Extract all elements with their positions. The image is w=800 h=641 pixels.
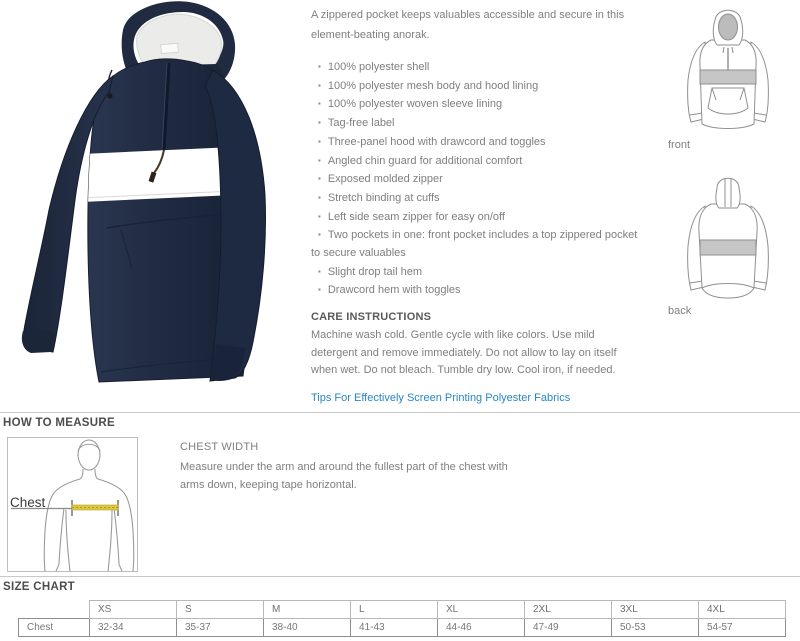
chest-value-cell: 41-43 [351, 619, 438, 637]
section-divider [0, 412, 800, 413]
size-chart-table [18, 600, 786, 637]
care-instructions-text: Machine wash cold. Gentle cycle with like colors. Use mild detergent and remove immediately. Do not allow to lay on itself when wet. Do not bleach. Tumble dry low. Cool iron, if needed. [311, 328, 617, 377]
feature-item: ▪ Two pockets in one: front pocket includes a top zippered pocket to secure valuables [311, 226, 639, 262]
size-chart-heading: SIZE CHART [3, 581, 75, 593]
feature-list [311, 58, 639, 300]
bullet-icon: ▪ [318, 174, 321, 184]
size-column-header: L [351, 601, 438, 619]
back-hood [716, 178, 740, 208]
front-view-drawing [682, 4, 774, 138]
size-header-row [19, 601, 786, 619]
neck-tag [161, 43, 179, 53]
bullet-icon: ▪ [318, 285, 321, 295]
product-description [311, 5, 639, 408]
bullet-icon: ▪ [318, 136, 321, 146]
section-divider [0, 576, 800, 577]
bullet-icon: ▪ [318, 155, 321, 165]
size-column-header: 3XL [612, 601, 699, 619]
chest-value-cell: 54-57 [699, 619, 786, 637]
feature-item: ▪ 100% polyester shell [311, 58, 639, 77]
feature-item: ▪ Angled chin guard for additional comfort [311, 152, 639, 171]
feature-item: ▪ Tag-free label [311, 114, 639, 133]
bullet-icon: ▪ [318, 62, 321, 71]
chest-value-cell: 44-46 [438, 619, 525, 637]
front-view-label: front [668, 139, 691, 151]
bullet-icon: ▪ [318, 99, 321, 109]
size-column-header: S [177, 601, 264, 619]
chest-measurement-row [19, 619, 786, 637]
feature-item: ▪ 100% polyester woven sleeve lining [311, 95, 639, 114]
size-column-header: M [264, 601, 351, 619]
bullet-icon: ▪ [318, 192, 321, 202]
feature-item: ▪ 100% polyester mesh body and hood lining [311, 77, 639, 96]
chest-value-cell: 47-49 [525, 619, 612, 637]
feature-item: ▪ Three-panel hood with drawcord and toggles [311, 133, 639, 152]
screen-printing-tips-link[interactable]: Tips For Effectively Screen Printing Polyester Fabrics [311, 391, 571, 404]
feature-item: ▪ Left side seam zipper for easy on/off [311, 208, 639, 227]
product-photo [15, 0, 295, 398]
bullet-icon: ▪ [318, 211, 321, 221]
back-stripe [700, 240, 756, 255]
feature-item: ▪ Drawcord hem with toggles [311, 281, 639, 300]
chest-value-cell: 38-40 [264, 619, 351, 637]
front-pocket [708, 88, 748, 114]
bullet-icon: ▪ [318, 230, 321, 240]
product-intro: A zippered pocket keeps valuables accessible and secure in this element-beating anorak. [311, 9, 625, 41]
size-column-header: XS [90, 601, 177, 619]
bullet-icon: ▪ [318, 118, 321, 128]
size-column-header: 4XL [699, 601, 786, 619]
how-to-measure-heading: HOW TO MEASURE [3, 417, 115, 429]
left-cuff [22, 328, 54, 353]
feature-item: ▪ Stretch binding at cuffs [311, 189, 639, 208]
feature-item: ▪ Slight drop tail hem [311, 263, 639, 282]
back-view-label: back [668, 305, 692, 317]
size-column-header: XL [438, 601, 525, 619]
blank-header-cell [19, 601, 90, 619]
front-stripe [700, 70, 756, 84]
feature-item: ▪ Exposed molded zipper [311, 170, 639, 189]
chest-value-cell: 35-37 [177, 619, 264, 637]
bullet-icon: ▪ [318, 80, 321, 90]
chest-value-cell: 32-34 [90, 619, 177, 637]
size-column-header: 2XL [525, 601, 612, 619]
care-instructions-heading: CARE INSTRUCTIONS [311, 311, 432, 324]
chest-value-cell: 50-53 [612, 619, 699, 637]
chest-width-title: CHEST WIDTH [180, 441, 259, 453]
bullet-icon: ▪ [318, 266, 321, 276]
back-view-drawing [682, 170, 774, 304]
front-hood-opening [719, 14, 738, 40]
measuring-tape [72, 505, 118, 510]
row-label-cell: Chest [19, 619, 90, 637]
chest-width-instructions: Measure under the arm and around the fullest part of the chest with arms down, keeping tape horizontal. [180, 461, 508, 491]
chest-diagram-label: Chest [10, 495, 46, 510]
